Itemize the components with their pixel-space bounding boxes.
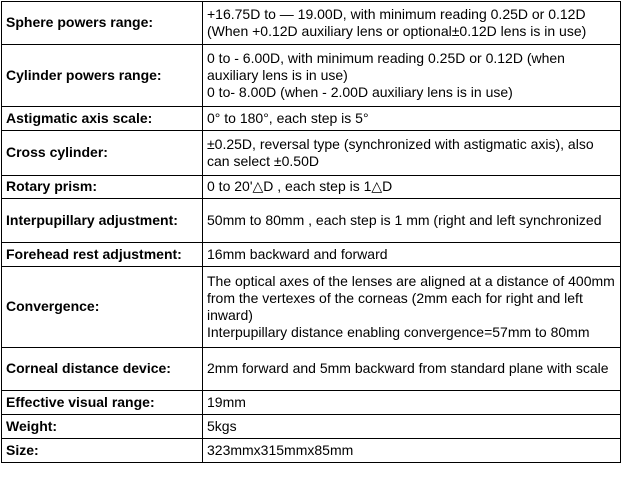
row-label: Weight: xyxy=(2,415,203,439)
row-value xyxy=(203,348,621,391)
table-row xyxy=(2,439,621,463)
row-label: Astigmatic axis scale: xyxy=(2,107,203,131)
row-label: Size: xyxy=(2,439,203,463)
table-row xyxy=(2,267,621,348)
value-line: 50mm to 80mm , each step is 1 mm (right and left synchronized xyxy=(207,211,602,228)
row-value xyxy=(203,176,621,199)
table-row xyxy=(2,243,621,267)
row-label: Effective visual range: xyxy=(2,391,203,415)
value-line: 2mm forward and 5mm backward from standard plane with scale xyxy=(207,360,609,376)
row-label: Cross cylinder: xyxy=(2,131,203,176)
spec-table xyxy=(1,1,621,463)
value-line: The optical axes of the lenses are aligned at a distance of 400mm from the vertexes of the corneas (2mm each for right and left inward) xyxy=(207,272,615,323)
row-value xyxy=(203,45,621,107)
row-value xyxy=(203,2,621,45)
table-row xyxy=(2,107,621,131)
table-row xyxy=(2,131,621,176)
row-value xyxy=(203,199,621,243)
value-line: 0 to 20'△D , each step is 1△D xyxy=(207,178,393,194)
value-line: Interpupillary distance enabling convergence=57mm to 80mm xyxy=(207,323,590,340)
value-line: ±0.25D, reversal type (synchronized with astigmatic axis), also can select ±0.50D xyxy=(207,135,594,169)
value-line: 19mm xyxy=(207,393,246,410)
row-value xyxy=(203,107,621,131)
value-line: 0° to 180°, each step is 5° xyxy=(207,109,369,126)
row-label: Sphere powers range: xyxy=(2,2,203,45)
row-label: Corneal distance device: xyxy=(2,348,203,391)
row-label: Interpupillary adjustment: xyxy=(2,199,203,243)
row-label: Convergence: xyxy=(2,267,203,348)
value-line: 323mmx315mmx85mm xyxy=(207,441,354,458)
table-row xyxy=(2,45,621,107)
value-line: 0 to- 8.00D (when - 2.00D auxiliary lens is in use) xyxy=(207,83,513,100)
table-row xyxy=(2,199,621,243)
row-value xyxy=(203,131,621,176)
value-line: +16.75D to — 19.00D, with minimum reading 0.25D or 0.12D (When +0.12D auxiliary lens or optional±0.12D lens is in use) xyxy=(207,5,587,39)
row-value xyxy=(203,439,621,463)
row-label: Cylinder powers range: xyxy=(2,45,203,107)
value-line: 5kgs xyxy=(207,417,237,434)
table-row xyxy=(2,348,621,391)
table-row xyxy=(2,391,621,415)
row-value xyxy=(203,391,621,415)
row-label: Forehead rest adjustment: xyxy=(2,243,203,267)
row-value xyxy=(203,267,621,348)
row-value xyxy=(203,243,621,267)
value-line: 0 to - 6.00D, with minimum reading 0.25D or 0.12D (when auxiliary lens is in use) xyxy=(207,49,565,83)
table-row xyxy=(2,2,621,45)
value-line: 16mm backward and forward xyxy=(207,245,388,262)
table-row xyxy=(2,415,621,439)
row-value xyxy=(203,415,621,439)
table-row xyxy=(2,176,621,199)
row-label: Rotary prism: xyxy=(2,176,203,199)
